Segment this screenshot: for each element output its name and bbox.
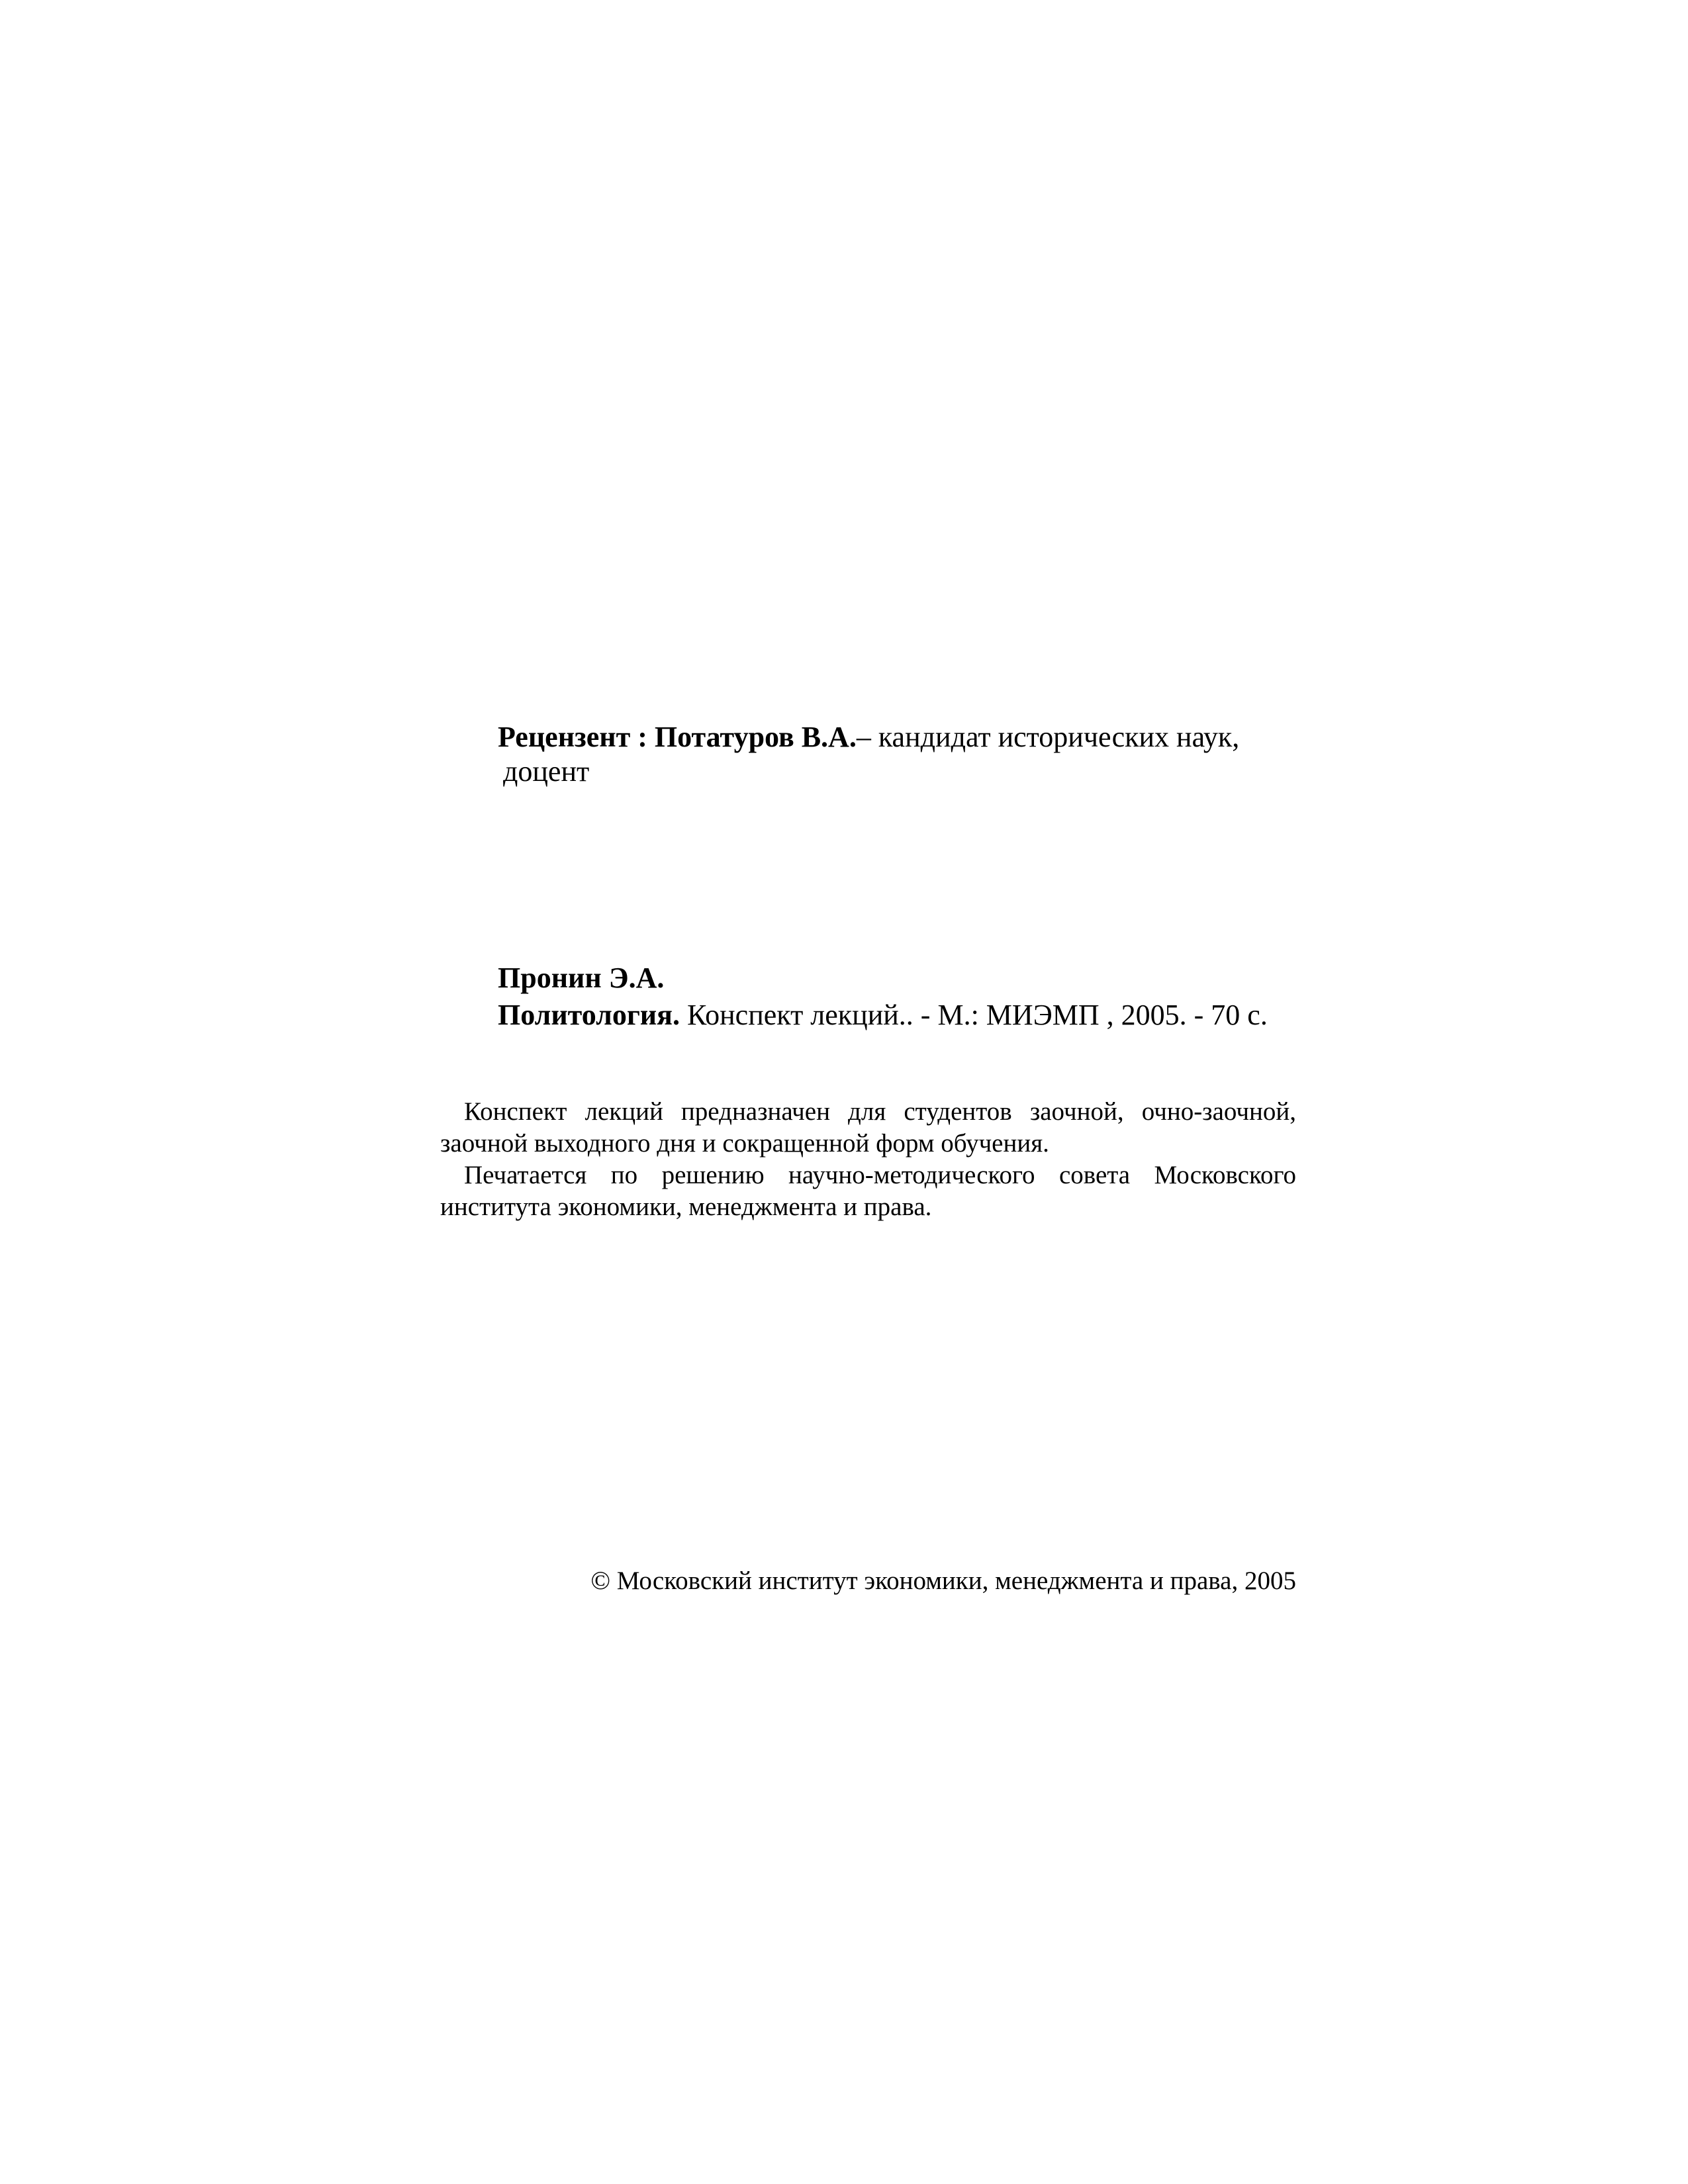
bibliographic-record <box>498 960 1332 1034</box>
copyright-notice: © Московский институт экономики, менеджмента и права, 2005 <box>590 1567 1296 1595</box>
publication-details: Конспект лекций.. - М.: МИЭМП , 2005. - 70 с. <box>679 999 1268 1031</box>
reviewer-label: Рецензент : Потатуров В.А. <box>498 721 857 753</box>
reviewer-position: доцент <box>503 755 590 788</box>
annotation-paragraph-audience: Конспект лекций предназначен для студентов заочной, очно-заочной, заочной выходного дня и сокращенной форм обучения. <box>440 1097 1296 1158</box>
reviewer-block <box>498 720 1319 789</box>
annotation-paragraph-approval: Печатается по решению научно-методического совета Московского института экономики, менеджмента и права. <box>440 1161 1296 1221</box>
reviewer-description: – кандидат исторических наук, <box>856 721 1240 753</box>
author-name: Пронин Э.А. <box>498 962 665 994</box>
book-title: Политология. <box>498 999 680 1031</box>
annotation <box>440 1096 1296 1223</box>
